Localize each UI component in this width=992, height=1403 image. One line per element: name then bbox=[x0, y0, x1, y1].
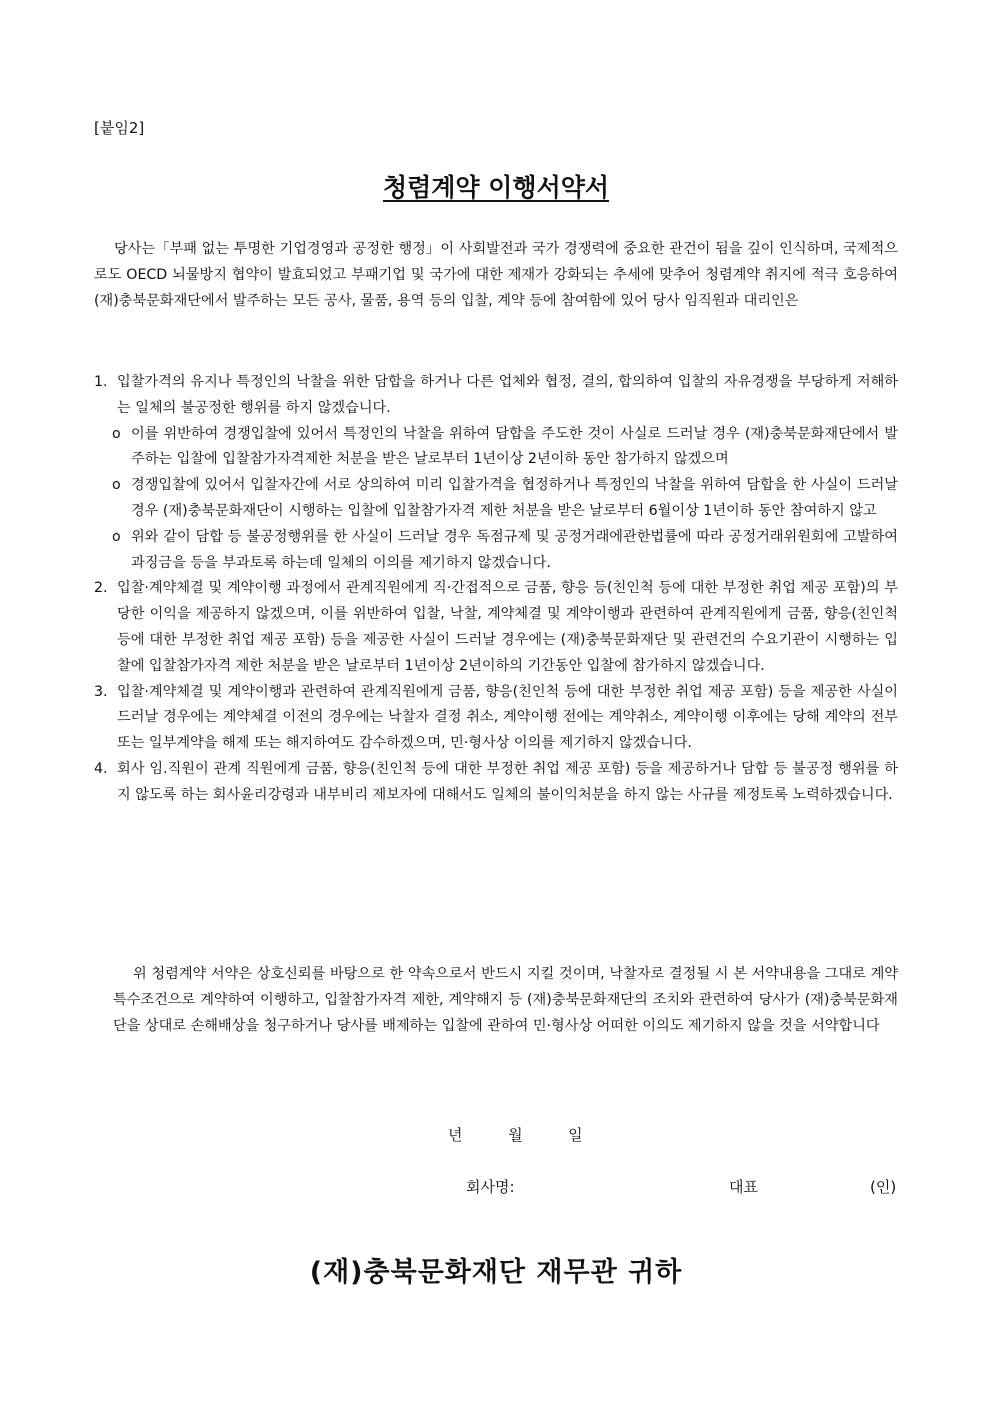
pledge-item-text: 회사 임.직원이 관계 직원에게 금품, 향응(친인척 등에 대한 부정한 취업 제공 포함) 등을 제공하거나 담합 등 불공정 행위를 하지 않도록 하는 회사윤리강령과 내부비리 제보자에 대해서도 일체의 불이익처분을 하지 않는 사규를 제정토록 노력하겠습니다. bbox=[117, 760, 898, 803]
intro-paragraph: 당사는「부패 없는 투명한 기업경영과 공정한 행정」이 사회발전과 국가 경쟁력에 중요한 관건이 됨을 깊이 인식하며, 국제적으로도 OECD 뇌물방지 협약이 발효되었고 부패기업 및 국가에 대한 제재가 강화되는 추세에 맞추어 청렴계약 취지에 적극 호응하여 (재)충북문화재단에서 발주하는 모든 공사, 물품, 용역 등의 입찰, 계약 등에 참여함에 있어 당사 임직원과 대리인은 bbox=[94, 241, 898, 309]
pledge-item-text: 입찰가격의 유지나 특정인의 낙찰을 위한 담합을 하거나 다른 업체와 협정, 결의, 합의하여 입찰의 자유경쟁을 부당하게 저해하는 일체의 불공정한 행위를 하지 않겠습니다. bbox=[117, 374, 898, 416]
pledge-item-number: 2. bbox=[94, 580, 108, 597]
pledge-item-text: 입찰·계약체결 및 계약이행과 관련하여 관계직원에게 금품, 향응(친인척 등에 대한 부정한 취업 제공 포함) 등을 제공한 사실이 드러날 경우에는 계약체결 이전의 경우에는 낙찰자 결정 취소, 계약이행 전에는 계약취소, 계약이행 이후에는 당해 계약의 전부 또는 일부계약을 해제 또는 해지하여도 감수하겠으며, 민·형사상 이의를 제기하지 않겠습니다. bbox=[117, 683, 898, 752]
addressee: (재)충북문화재단 재무관 귀하 bbox=[309, 1257, 683, 1288]
company-name-label: 회사명: bbox=[466, 1178, 515, 1196]
pledge-list bbox=[94, 370, 898, 809]
pledge-item-number: 4. bbox=[94, 760, 108, 777]
pledge-subitem bbox=[94, 525, 898, 577]
pledge-subitem-text: 경쟁입찰에 있어서 입찰자간에 서로 상의하여 미리 입찰가격을 협정하거나 특정인의 낙찰을 위하여 담합을 한 사실이 드러날 경우 (재)충북문화재단이 시행하는 입찰에 입찰참가자격 제한 처분을 받은 날로부터 6월이상 1년이하 동안 참여하지 않고 bbox=[131, 477, 898, 519]
document-title: 청렴계약 이행서약서 bbox=[382, 173, 610, 202]
bullet-icon: o bbox=[112, 477, 121, 494]
year-label: 년 bbox=[448, 1126, 463, 1144]
pledge-item bbox=[94, 680, 898, 757]
month-label: 월 bbox=[508, 1126, 523, 1144]
pledge-item bbox=[94, 757, 898, 809]
seal-label: (인) bbox=[870, 1178, 897, 1196]
pledge-subitem-text: 위와 같이 담합 등 불공정행위를 한 사실이 드러날 경우 독점규제 및 공정거래에관한법률에 따라 공정거래위원회에 고발하여 과징금을 등을 부과토록 하는데 일체의 이의를 제기하지 않겠습니다. bbox=[131, 528, 898, 571]
pledge-subitem bbox=[94, 473, 898, 525]
day-label: 일 bbox=[568, 1126, 583, 1144]
pledge-item-number: 1. bbox=[94, 374, 108, 390]
date-line bbox=[448, 1124, 583, 1145]
bullet-icon: o bbox=[112, 425, 121, 442]
pledge-subitem-text: 이를 위반하여 경쟁입찰에 있어서 특정인의 낙찰을 위하여 담합을 주도한 것이 사실로 드러날 경우 (재)충북문화재단에서 발주하는 입찰에 입찰참가자격제한 처분을 받은 날로부터 1년이상 2년이하 동안 참가하지 않겠으며 bbox=[131, 425, 898, 468]
pledge-item-text: 입찰·계약체결 및 계약이행 과정에서 관계직원에게 직·간접적으로 금품, 향응 등(친인척 등에 대한 부정한 취업 제공 포함)의 부당한 이익을 제공하지 않겠으며, 이를 위반하여 입찰, 낙찰, 계약체결 및 계약이행과 관련하여 관계직원에게 금품, 향응(친인척 등에 대한 부정한 취업 제공 포함) 등을 제공한 사실이 드러날 경우에는 (재)충북문화재단 및 관련건의 수요기관이 시행하는 입찰에 입찰참가자격 제한 처분을 받은 날로부터 1년이상 2년이하의 기간동안 입찰에 참가하지 않겠습니다. bbox=[117, 580, 898, 674]
document-title-wrap bbox=[0, 168, 992, 204]
pledge-item-number: 3. bbox=[94, 683, 108, 700]
pledge-subitem bbox=[94, 422, 898, 474]
closing-paragraph: 위 청렴계약 서약은 상호신뢰를 바탕으로 한 약속으로서 반드시 지킬 것이며, 낙찰자로 결정될 시 본 서약내용을 그대로 계약특수조건으로 계약하여 이행하고, 입찰참가자격 제한, 계약해지 등 (재)충북문화재단의 조치와 관련하여 당사가 (재)충북문화재단을 상대로 손해배상을 청구하거나 당사를 배제하는 입찰에 관하여 민·형사상 어떠한 이의도 제기하지 않을 것을 서약합니다 bbox=[113, 966, 898, 1034]
pledge-item bbox=[94, 370, 898, 422]
attachment-label: [붙임2] bbox=[94, 119, 145, 137]
representative-label: 대표 bbox=[729, 1178, 758, 1196]
bullet-icon: o bbox=[112, 528, 121, 545]
pledge-item bbox=[94, 576, 898, 679]
